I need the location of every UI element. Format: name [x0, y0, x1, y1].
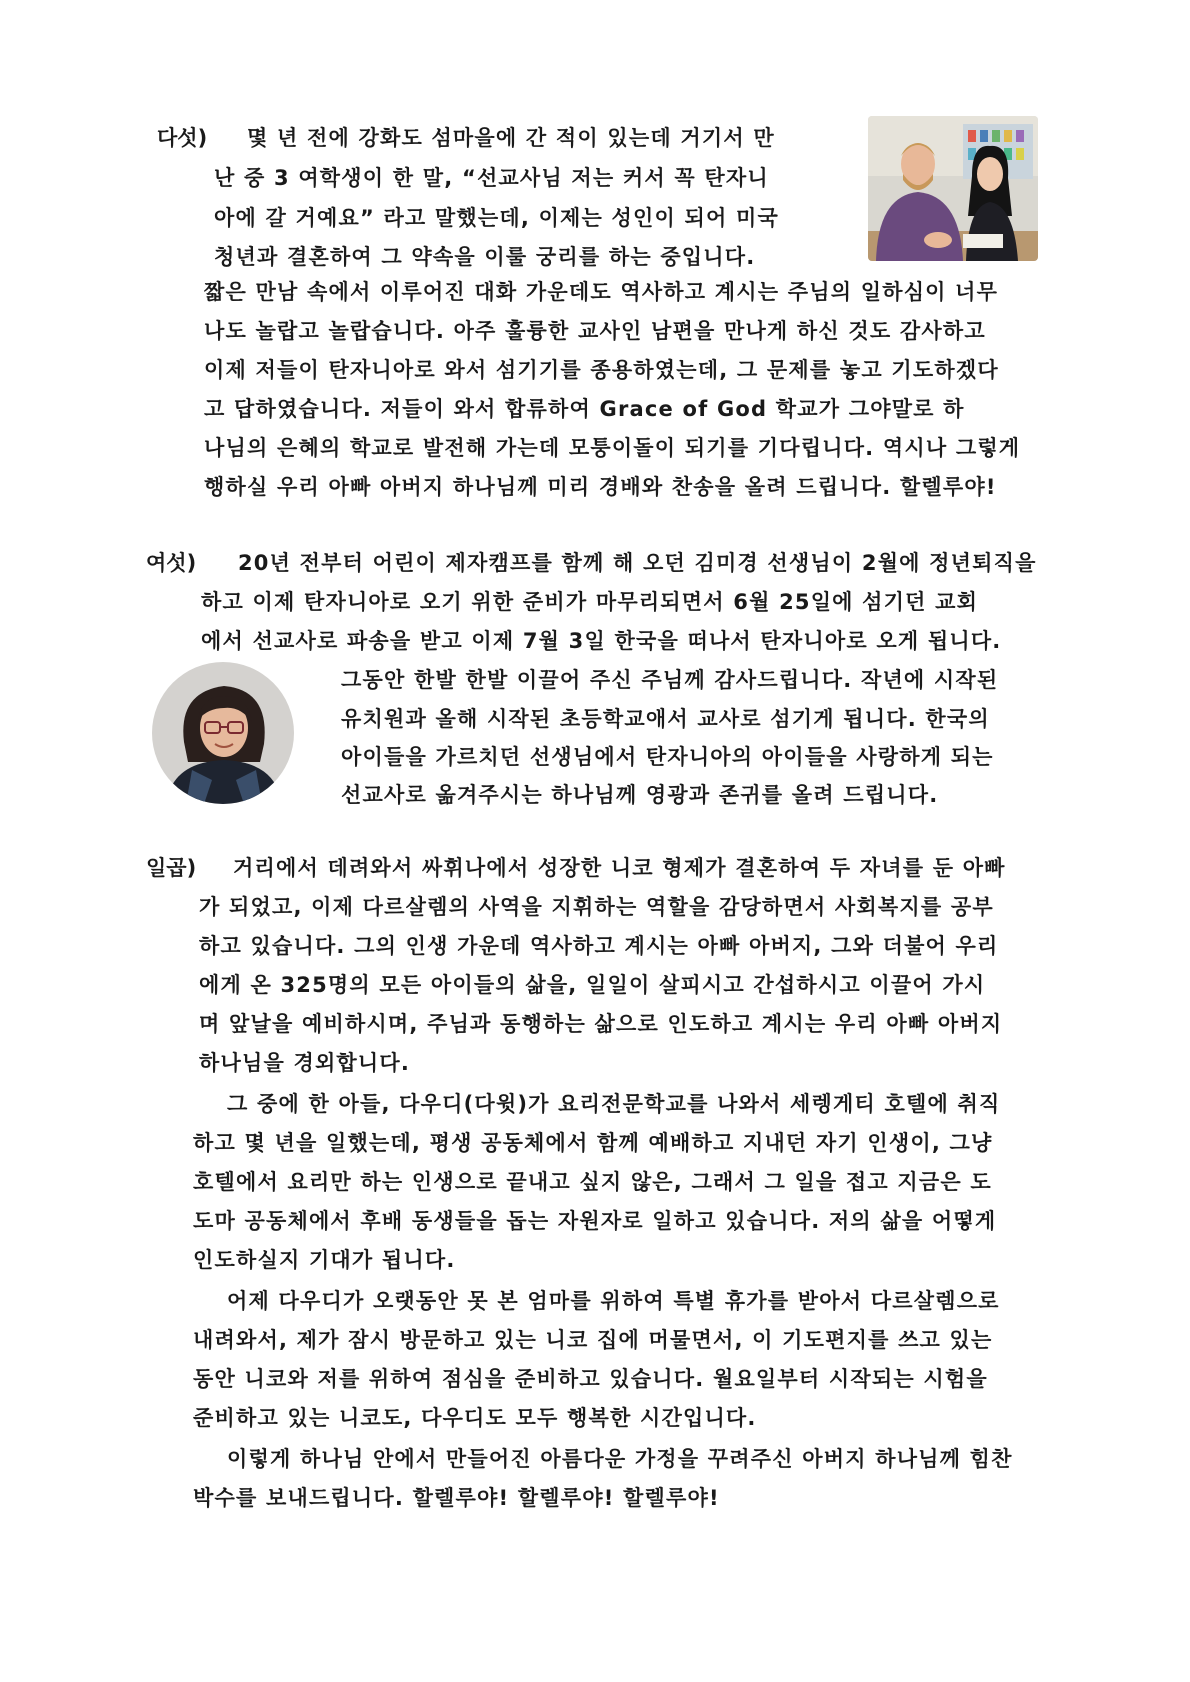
- section-6-label: 여섯): [146, 551, 197, 575]
- section-7-label: 일곱): [146, 856, 197, 880]
- section-7-line: 가 되었고, 이제 다르살렘의 사역을 지휘하는 역할을 감당하면서 사회복지를 공부: [199, 895, 994, 919]
- section-6-line: 아이들을 가르치던 선생님에서 탄자니아의 아이들을 사랑하게 되는: [341, 745, 994, 769]
- section-6-line: 하고 이제 탄자니아로 오기 위한 준비가 마무리되면서 6월 25일에 섬기던 교회: [201, 590, 979, 614]
- section-7-line: 내려와서, 제가 잠시 방문하고 있는 니코 집에 머물면서, 이 기도편지를 쓰고 있는: [193, 1328, 993, 1352]
- section-5-line: 아에 갈 거예요” 라고 말했는데, 이제는 성인이 되어 미국: [214, 206, 779, 230]
- section-5-line: 몇 년 전에 강화도 섬마을에 간 적이 있는데 거기서 만: [247, 126, 775, 150]
- couple-photo-image: [868, 116, 1038, 261]
- section-7-line: 어제 다우디가 오랫동안 못 본 엄마를 위하여 특별 휴가를 받아서 다르살렘으로: [227, 1289, 1000, 1313]
- teacher-portrait-image: [152, 662, 294, 804]
- section-6-line: 에서 선교사로 파송을 받고 이제 7월 3일 한국을 떠나서 탄자니아로 오게 됩니다.: [201, 629, 1002, 653]
- section-5-line: 이제 저들이 탄자니아로 와서 섬기기를 종용하였는데, 그 문제를 놓고 기도하겠다: [204, 358, 999, 382]
- section-5-line: 난 중 3 여학생이 한 말, “선교사님 저는 커서 꼭 탄자니: [214, 166, 769, 190]
- section-7-line: 동안 니코와 저를 위하여 점심을 준비하고 있습니다. 월요일부터 시작되는 시험을: [193, 1367, 988, 1391]
- section-5-line: 나도 놀랍고 놀랍습니다. 아주 훌륭한 교사인 남편을 만나게 하신 것도 감사하고: [204, 319, 986, 343]
- section-7-line: 준비하고 있는 니코도, 다우디도 모두 행복한 시간입니다.: [193, 1406, 757, 1430]
- section-5-label: 다섯): [157, 126, 208, 150]
- section-7-line: 하나님을 경외합니다.: [199, 1051, 411, 1075]
- teacher-portrait-photo: [152, 662, 294, 804]
- section-7-line: 그 중에 한 아들, 다우디(다윗)가 요리전문학교를 나와서 세렝게티 호텔에 취직: [227, 1092, 1001, 1116]
- section-6-line: 그동안 한발 한발 이끌어 주신 주님께 감사드립니다. 작년에 시작된: [341, 668, 999, 692]
- section-7-line: 박수를 보내드립니다. 할렐루야! 할렐루야! 할렐루야!: [193, 1486, 720, 1510]
- section-7-line: 거리에서 데려와서 싸휘나에서 성장한 니코 형제가 결혼하여 두 자녀를 둔 아빠: [233, 856, 1006, 880]
- section-5-line: 짧은 만남 속에서 이루어진 대화 가운데도 역사하고 계시는 주님의 일하심이 너무: [204, 280, 999, 304]
- section-5-line: 청년과 결혼하여 그 약속을 이룰 궁리를 하는 중입니다.: [214, 245, 756, 269]
- section-7-line: 에게 온 325명의 모든 아이들의 삶을, 일일이 살피시고 간섭하시고 이끌어 가시: [199, 973, 986, 997]
- section-5-line: 행하실 우리 아빠 아버지 하나님께 미리 경배와 찬송을 올려 드립니다. 할렐루야!: [204, 475, 997, 499]
- section-6-line: 유치원과 올해 시작된 초등학교애서 교사로 섬기게 됩니다. 한국의: [341, 707, 990, 731]
- section-7-line: 도마 공동체에서 후배 동생들을 돕는 자원자로 일하고 있습니다. 저의 삶을 어떻게: [193, 1209, 997, 1233]
- section-7-line: 인도하실지 기대가 됩니다.: [193, 1248, 456, 1272]
- section-7-line: 하고 몇 년을 일했는데, 평생 공동체에서 함께 예배하고 지내던 자기 인생이, 그냥: [193, 1131, 993, 1155]
- section-7-line: 이렇게 하나님 안에서 만들어진 아름다운 가정을 꾸려주신 아버지 하나님께 힘찬: [227, 1447, 1013, 1471]
- section-5-line: 나님의 은혜의 학교로 발전해 가는데 모퉁이돌이 되기를 기다립니다. 역시나 그렇게: [204, 436, 1021, 460]
- couple-photo: [868, 116, 1038, 261]
- section-7-line: 하고 있습니다. 그의 인생 가운데 역사하고 계시는 아빠 아버지, 그와 더불어 우리: [199, 934, 999, 958]
- section-6-line: 20년 전부터 어린이 제자캠프를 함께 해 오던 김미경 선생님이 2월에 정년퇴직을: [238, 551, 1037, 575]
- section-7-line: 며 앞날을 예비하시며, 주님과 동행하는 삶으로 인도하고 계시는 우리 아빠 아버지: [199, 1012, 1003, 1036]
- section-5-line: 고 답하였습니다. 저들이 와서 합류하여 Grace of God 학교가 그야말로 하: [204, 397, 965, 421]
- section-6-line: 선교사로 옮겨주시는 하나님께 영광과 존귀를 올려 드립니다.: [341, 783, 939, 807]
- section-7-line: 호텔에서 요리만 하는 인생으로 끝내고 싶지 않은, 그래서 그 일을 접고 지금은 도: [193, 1170, 992, 1194]
